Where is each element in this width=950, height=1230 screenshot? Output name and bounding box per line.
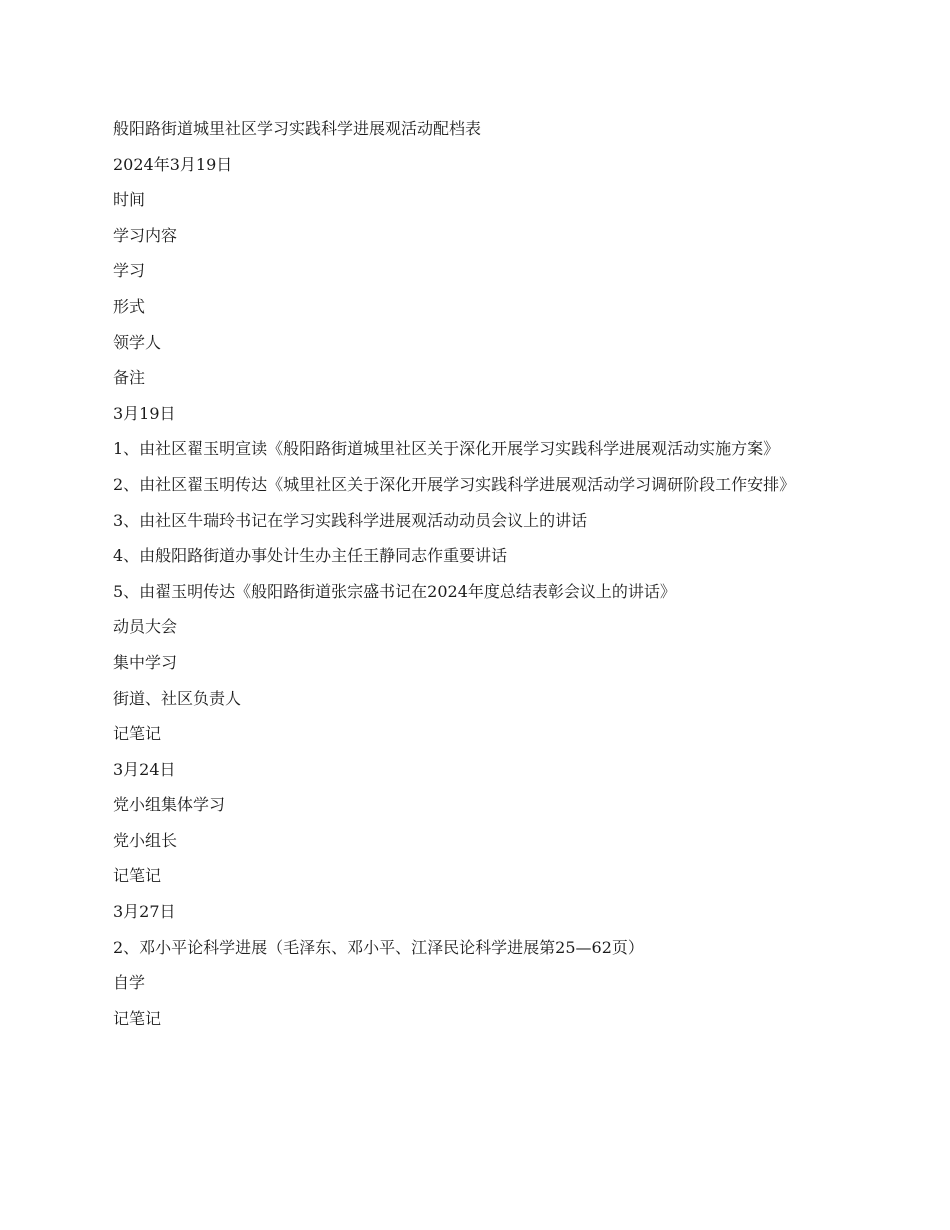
row1-date: 3月19日 bbox=[113, 403, 176, 423]
header-remarks: 备注 bbox=[113, 368, 146, 388]
row2-remark: 记笔记 bbox=[113, 866, 162, 886]
row1-remark: 记笔记 bbox=[113, 724, 162, 744]
row1-item-5: 5、由翟玉明传达《般阳路街道张宗盛书记在2024年度总结表彰会议上的讲话》 bbox=[113, 581, 676, 601]
row3-remark: 记笔记 bbox=[113, 1008, 162, 1028]
document-date: 2024年3月19日 bbox=[113, 154, 233, 174]
row3-date: 3月27日 bbox=[113, 902, 176, 922]
row1-item-3: 3、由社区牛瑞玲书记在学习实践科学进展观活动动员会议上的讲话 bbox=[113, 510, 588, 530]
header-time: 时间 bbox=[113, 190, 146, 210]
row1-item-4: 4、由般阳路街道办事处计生办主任王静同志作重要讲话 bbox=[113, 546, 508, 566]
row2-date: 3月24日 bbox=[113, 759, 176, 779]
header-leader: 领学人 bbox=[113, 332, 162, 352]
header-form-line1: 学习 bbox=[113, 261, 146, 281]
row1-form-b: 集中学习 bbox=[113, 652, 178, 672]
row1-item-1: 1、由社区翟玉明宣读《般阳路街道城里社区关于深化开展学习实践科学进展观活动实施方案》 bbox=[113, 439, 780, 459]
document-title: 般阳路街道城里社区学习实践科学进展观活动配档表 bbox=[113, 119, 482, 138]
header-form-line2: 形式 bbox=[113, 296, 146, 316]
header-content: 学习内容 bbox=[113, 225, 178, 245]
row3-form: 自学 bbox=[113, 973, 146, 993]
document-body bbox=[113, 119, 838, 1044]
row1-leader: 街道、社区负责人 bbox=[113, 688, 242, 708]
row2-content: 党小组集体学习 bbox=[113, 795, 226, 815]
row3-content: 2、邓小平论科学进展（毛泽东、邓小平、江泽民论科学进展第25—62页） bbox=[113, 937, 644, 957]
row1-item-2: 2、由社区翟玉明传达《城里社区关于深化开展学习实践科学进展观活动学习调研阶段工作安排》 bbox=[113, 474, 796, 494]
row1-form-a: 动员大会 bbox=[113, 617, 178, 637]
row2-leader: 党小组长 bbox=[113, 830, 178, 850]
